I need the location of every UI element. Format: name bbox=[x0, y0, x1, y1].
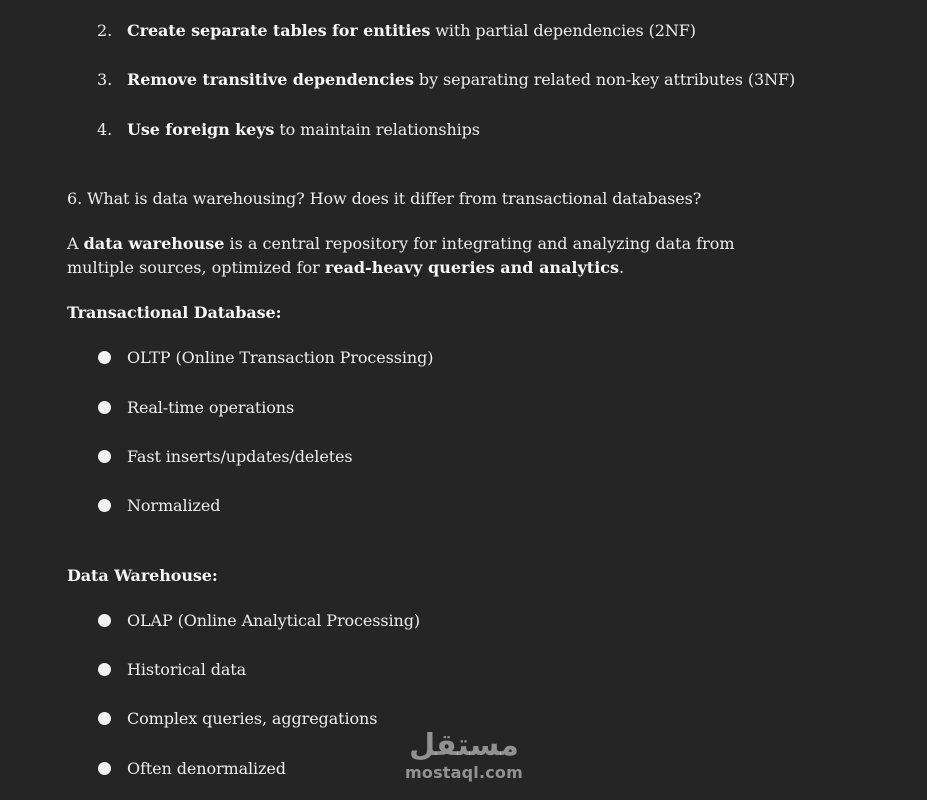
definition-emphasis: read-heavy queries and analytics bbox=[324, 258, 620, 277]
list-item: Normalized bbox=[127, 496, 221, 515]
transactional-heading-text: Transactional Database: bbox=[67, 303, 282, 322]
bullet-icon bbox=[98, 351, 111, 364]
step-bold: Use foreign keys bbox=[127, 120, 275, 139]
definition-middle: is a central repository for integrating and analyzing data from multiple sources, optimized for bbox=[67, 234, 735, 277]
question-heading: 6. What is data warehousing? How does it differ from transactional databases? bbox=[67, 189, 702, 208]
list-item: OLTP (Online Transaction Processing) bbox=[127, 348, 434, 367]
transactional-heading bbox=[67, 303, 281, 323]
definition-prefix: A bbox=[67, 234, 84, 253]
bullet-icon bbox=[98, 499, 111, 512]
step-rest: to maintain relationships bbox=[274, 120, 480, 139]
list-item: Often denormalized bbox=[127, 759, 286, 778]
warehouse-heading bbox=[67, 566, 218, 586]
bullet-icon bbox=[98, 450, 111, 463]
warehouse-heading-text: Data Warehouse: bbox=[67, 566, 218, 585]
list-item: OLAP (Online Analytical Processing) bbox=[127, 611, 421, 630]
list-item: Real-time operations bbox=[127, 398, 295, 417]
bullet-icon bbox=[98, 614, 111, 627]
step-number: 2. bbox=[97, 21, 113, 40]
mostaql-watermark-logo bbox=[405, 728, 523, 788]
watermark-latin: mostaql.com bbox=[405, 763, 523, 782]
step-bold: Remove transitive dependencies bbox=[127, 70, 414, 89]
bullet-icon bbox=[98, 401, 111, 414]
step-rest: with partial dependencies (2NF) bbox=[430, 21, 696, 40]
step-text bbox=[127, 120, 480, 140]
step-number: 3. bbox=[97, 70, 113, 89]
step-number: 4. bbox=[97, 120, 113, 139]
definition-term: data warehouse bbox=[83, 234, 225, 253]
list-item: Fast inserts/updates/deletes bbox=[127, 447, 353, 466]
watermark-arabic: مستقل bbox=[409, 728, 519, 763]
definition-suffix: . bbox=[619, 258, 625, 277]
definition-paragraph bbox=[67, 232, 787, 280]
step-text bbox=[127, 21, 696, 41]
step-rest: by separating related non-key attributes (3NF) bbox=[413, 70, 796, 89]
list-item: Complex queries, aggregations bbox=[127, 709, 378, 728]
step-text bbox=[127, 70, 795, 90]
bullet-icon bbox=[98, 762, 111, 775]
bullet-icon bbox=[98, 663, 111, 676]
bullet-icon bbox=[98, 712, 111, 725]
step-bold: Create separate tables for entities bbox=[127, 21, 431, 40]
list-item: Historical data bbox=[127, 660, 247, 679]
